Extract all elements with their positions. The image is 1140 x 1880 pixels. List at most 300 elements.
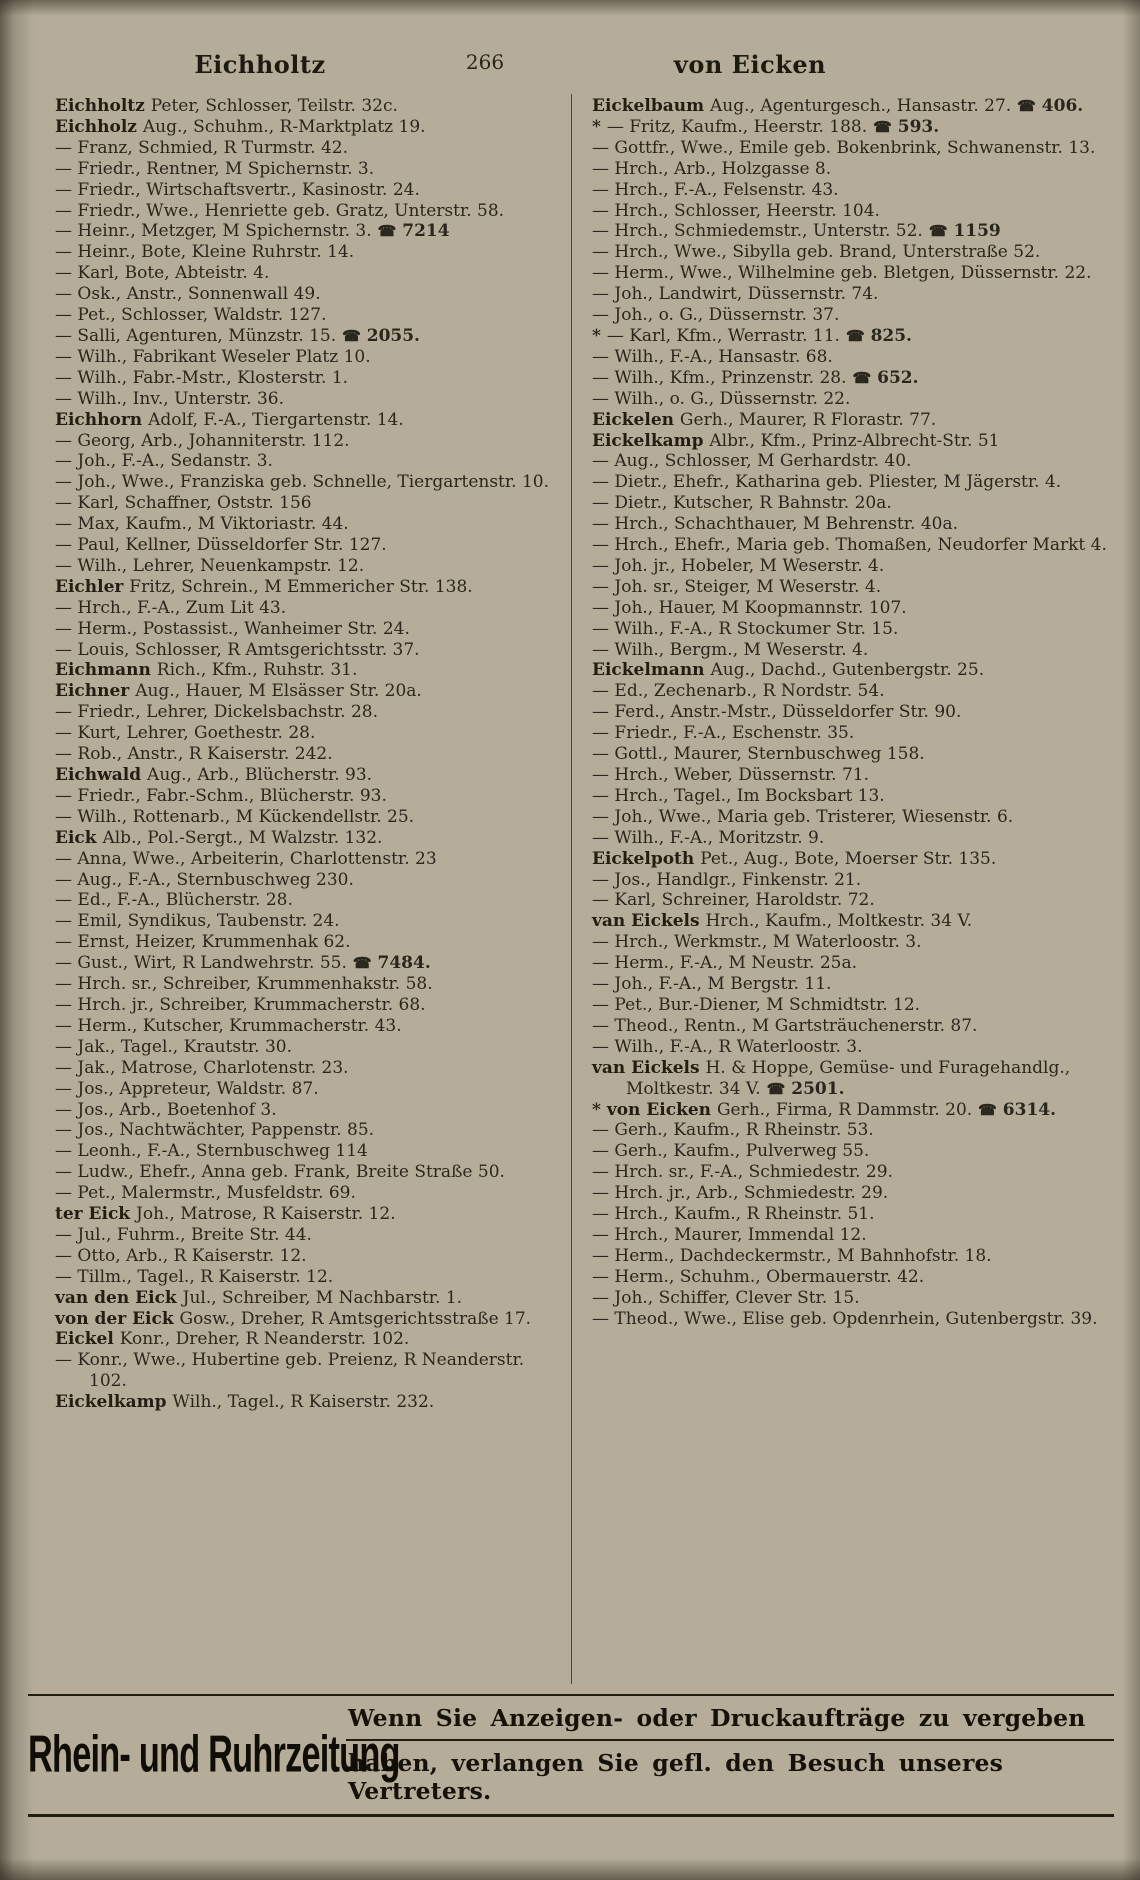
entry-text: Hrch., Werkmstr., M Waterloostr. 3.	[614, 932, 922, 953]
entry-text: Karl, Kfm., Werrastr. 11.	[629, 325, 840, 346]
surname: van Eickels	[592, 911, 706, 932]
directory-entry	[592, 326, 1108, 347]
ditto-dash: —	[55, 618, 78, 639]
directory-entry	[592, 702, 1108, 723]
entry-text: Hrch., Schlosser, Heerstr. 104.	[614, 200, 880, 221]
directory-entry	[592, 953, 1108, 974]
phone-number: 1159	[953, 221, 1001, 242]
entry-text: Ludw., Ehefr., Anna geb. Frank, Breite Straße 50.	[77, 1162, 505, 1183]
directory-entry	[592, 410, 1108, 431]
directory-entry	[55, 870, 555, 891]
entry-text: Gust., Wirt, R Landwehrstr. 55.	[77, 953, 347, 974]
entry-text: Rob., Anstr., R Kaiserstr. 242.	[77, 744, 333, 765]
directory-entry	[592, 828, 1108, 849]
entry-text: Heinr., Bote, Kleine Ruhrstr. 14.	[77, 242, 355, 263]
entry-text: Louis, Schlosser, R Amtsgerichtsstr. 37.	[77, 639, 420, 660]
directory-entry	[592, 870, 1108, 891]
entry-text: Hrch., Tagel., Im Bocksbart 13.	[614, 785, 885, 806]
directory-entry	[55, 828, 555, 849]
ditto-dash: —	[592, 890, 615, 911]
surname: Eichmann	[55, 660, 157, 681]
phone-icon: ☎	[845, 326, 865, 345]
ditto-dash: —	[592, 158, 615, 179]
directory-entry	[592, 1162, 1108, 1183]
directory-entry	[55, 1058, 555, 1079]
directory-entry	[55, 96, 555, 117]
surname: ter Eick	[55, 1204, 137, 1225]
entry-text: Jos., Handlgr., Finkenstr. 21.	[614, 869, 862, 890]
ditto-dash: —	[592, 576, 615, 597]
directory-entry	[55, 159, 555, 180]
directory-entry	[592, 1100, 1108, 1121]
directory-entry	[55, 535, 555, 556]
directory-entry	[592, 681, 1108, 702]
advert-star: *	[592, 116, 607, 137]
entry-text: Georg, Arb., Johanniterstr. 112.	[77, 430, 350, 451]
ditto-dash: —	[55, 1099, 78, 1120]
surname: Eickelmann	[592, 660, 711, 681]
ditto-dash: —	[592, 1266, 615, 1287]
ditto-dash: —	[592, 639, 615, 660]
phone-number: 406.	[1041, 96, 1084, 116]
entry-text: Hrch., Ehefr., Maria geb. Thomaßen, Neudorfer Markt 4.	[614, 535, 1107, 556]
ditto-dash: —	[55, 451, 78, 472]
directory-entry	[55, 410, 555, 431]
ditto-dash: —	[55, 472, 78, 493]
ditto-dash: —	[592, 953, 615, 974]
column-left	[55, 96, 555, 1413]
directory-entry	[55, 1037, 555, 1058]
entry-text: Wilh., Lehrer, Neuenkampstr. 12.	[77, 555, 365, 576]
phone-group	[767, 1079, 845, 1099]
entry-text: Anna, Wwe., Arbeiterin, Charlottenstr. 23	[77, 848, 437, 869]
phone-number: 652.	[877, 367, 919, 388]
directory-entry	[55, 180, 555, 201]
directory-entry	[55, 242, 555, 263]
entry-text: Hrch., F.-A., Zum Lit 43.	[77, 597, 287, 618]
directory-entry	[592, 1141, 1108, 1162]
ditto-dash: —	[55, 1224, 78, 1245]
ditto-dash: —	[55, 555, 78, 576]
entry-text: Salli, Agenturen, Münzstr. 15.	[77, 325, 337, 346]
entry-text: Peter, Schlosser, Teilstr. 32c.	[150, 96, 398, 116]
directory-entry	[55, 1141, 555, 1162]
ditto-dash: —	[55, 158, 78, 179]
ditto-dash: —	[592, 472, 615, 493]
directory-entry	[592, 96, 1108, 117]
directory-entry	[55, 953, 555, 974]
entry-text: Pet., Aug., Bote, Moerser Str. 135.	[700, 848, 997, 869]
entry-text: Hrch., Kaufm., R Rheinstr. 51.	[614, 1204, 875, 1225]
entry-text: Konr., Wwe., Hubertine geb. Preienz, R Neanderstr. 102.	[77, 1350, 525, 1392]
ditto-dash: —	[55, 346, 78, 367]
ditto-dash: —	[55, 869, 78, 890]
directory-entry	[592, 1058, 1108, 1100]
directory-entry	[55, 744, 555, 765]
ditto-dash: —	[55, 785, 78, 806]
directory-entry	[592, 535, 1108, 556]
entry-text: Hrch., Maurer, Immendal 12.	[614, 1224, 867, 1245]
phone-icon: ☎	[377, 222, 397, 241]
ditto-dash: —	[55, 994, 78, 1015]
ditto-dash: —	[55, 284, 78, 305]
entry-text: Emil, Syndikus, Taubenstr. 24.	[77, 911, 340, 932]
phone-group	[378, 221, 450, 241]
directory-entry	[55, 389, 555, 410]
directory-entry	[592, 1037, 1108, 1058]
entry-text: Hrch. jr., Schreiber, Krummacherstr. 68.	[77, 994, 426, 1015]
entry-text: Wilh., Fabr.-Mstr., Klosterstr. 1.	[77, 367, 349, 388]
entry-text: Aug., Schuhm., R-Marktplatz 19.	[142, 116, 426, 137]
directory-entry	[55, 911, 555, 932]
directory-entry	[592, 995, 1108, 1016]
directory-entry	[55, 995, 555, 1016]
ditto-dash: —	[55, 974, 78, 995]
entry-text: Aug., Hauer, M Elsässer Str. 20a.	[135, 681, 422, 702]
directory-entry	[592, 598, 1108, 619]
directory-entry	[592, 1309, 1108, 1330]
phone-icon: ☎	[1017, 97, 1036, 115]
directory-entry	[592, 347, 1108, 368]
ditto-dash: —	[592, 1245, 615, 1266]
phone-group	[1017, 96, 1083, 116]
directory-entry	[55, 326, 555, 347]
ditto-dash: —	[592, 702, 615, 723]
ditto-dash: —	[592, 932, 615, 953]
entry-text: Gerh., Maurer, R Florastr. 77.	[679, 409, 937, 430]
directory-entry	[592, 159, 1108, 180]
directory-entry	[592, 556, 1108, 577]
directory-entry	[55, 1329, 555, 1350]
entry-text: Hrch., F.-A., Felsenstr. 43.	[614, 179, 839, 200]
newspaper-brand: Rhein- und Ruhrzeitung	[28, 1725, 400, 1784]
directory-entry	[55, 472, 555, 493]
entry-text: Adolf, F.-A., Tiergartenstr. 14.	[148, 409, 404, 430]
entry-text: Joh. sr., Steiger, M Weserstr. 4.	[614, 576, 882, 597]
surname: Eichler	[55, 576, 130, 597]
entry-text: Ed., F.-A., Blücherstr. 28.	[77, 890, 293, 911]
surname: Eickelen	[592, 409, 680, 430]
phone-number: 593.	[897, 116, 940, 137]
ad-line-2: haben, verlangen Sie gefl. den Besuch unseres Vertreters.	[348, 1749, 1004, 1805]
entry-text: Konr., Dreher, R Neanderstr. 102.	[119, 1329, 410, 1350]
entry-text: Karl, Schaffner, Oststr. 156	[77, 493, 312, 514]
directory-entry	[592, 451, 1108, 472]
directory-entry	[55, 681, 555, 702]
ditto-dash: —	[592, 618, 615, 639]
entry-text: Friedr., Wirtschaftsvertr., Kasinostr. 24.	[77, 179, 420, 200]
phone-group	[873, 117, 939, 137]
entry-text: Jos., Nachtwächter, Pappenstr. 85.	[77, 1120, 375, 1141]
directory-entry	[55, 368, 555, 389]
ditto-dash: —	[592, 869, 615, 890]
directory-entry	[592, 786, 1108, 807]
surname: Eickelkamp	[55, 1392, 173, 1413]
ditto-dash: —	[55, 367, 78, 388]
directory-entry	[55, 598, 555, 619]
ditto-dash: —	[55, 263, 78, 284]
entry-text: Joh., F.-A., M Bergstr. 11.	[614, 974, 832, 995]
entry-text: Wilh., F.-A., Moritzstr. 9.	[614, 827, 825, 848]
entry-text: Leonh., F.-A., Sternbuschweg 114	[77, 1141, 368, 1162]
directory-entry	[55, 1309, 555, 1330]
surname: van Eickels	[592, 1057, 706, 1078]
directory-entry	[55, 1162, 555, 1183]
entry-text: Aug., Schlosser, M Gerhardstr. 40.	[614, 451, 912, 472]
directory-entry	[55, 1350, 555, 1392]
entry-text: Otto, Arb., R Kaiserstr. 12.	[77, 1245, 307, 1266]
directory-entry	[55, 1079, 555, 1100]
directory-entry	[55, 577, 555, 598]
entry-text: Gerh., Firma, R Dammstr. 20.	[716, 1099, 973, 1120]
ditto-dash: —	[55, 430, 78, 451]
advert-star: *	[592, 325, 607, 346]
entry-text: Herm., Dachdeckermstr., M Bahnhofstr. 18.	[614, 1245, 992, 1266]
ditto-dash: —	[55, 388, 78, 409]
directory-entry	[592, 389, 1108, 410]
ditto-dash: —	[592, 221, 615, 242]
directory-entry	[592, 619, 1108, 640]
ditto-dash: —	[592, 305, 615, 326]
surname: Eickel	[55, 1329, 120, 1350]
directory-entry	[592, 138, 1108, 159]
ditto-dash: —	[592, 827, 615, 848]
entry-text: Jos., Arb., Boetenhof 3.	[77, 1099, 277, 1120]
entry-text: Pet., Malermstr., Musfeldstr. 69.	[77, 1183, 356, 1204]
entry-text: Joh., Wwe., Franziska geb. Schnelle, Tiergartenstr. 10.	[77, 472, 549, 493]
entry-text: Wilh., Tagel., R Kaiserstr. 232.	[172, 1392, 435, 1413]
ditto-dash: —	[592, 367, 615, 388]
footer-inner	[28, 1696, 1114, 1814]
entry-text: Alb., Pol.-Sergt., M Walzstr. 132.	[102, 827, 383, 848]
entry-text: Franz, Schmied, R Turmstr. 42.	[77, 137, 348, 158]
ditto-dash: —	[606, 325, 630, 346]
surname: Eickelkamp	[592, 430, 710, 451]
surname: Eick	[55, 827, 103, 848]
ditto-dash: —	[55, 514, 78, 535]
directory-entry	[592, 1246, 1108, 1267]
entry-text: Aug., Dachd., Gutenbergstr. 25.	[710, 660, 985, 681]
directory-entry	[55, 890, 555, 911]
ditto-dash: —	[606, 116, 630, 137]
phone-number: 825.	[870, 325, 912, 346]
directory-entry	[55, 702, 555, 723]
directory-entry	[55, 932, 555, 953]
ditto-dash: —	[592, 1015, 615, 1036]
phone-number: 2501.	[791, 1078, 845, 1099]
directory-entry	[55, 284, 555, 305]
entry-text: Gosw., Dreher, R Amtsgerichtsstraße 17.	[179, 1308, 532, 1329]
surname: von Eicken	[606, 1099, 717, 1120]
ad-line-1: Wenn Sie Anzeigen- oder Druckaufträge zu vergeben	[346, 1696, 1114, 1741]
entry-text: Joh., Matrose, R Kaiserstr. 12.	[136, 1204, 396, 1225]
entry-text: Jak., Tagel., Krautstr. 30.	[77, 1036, 293, 1057]
entry-text: Joh., F.-A., Sedanstr. 3.	[77, 451, 273, 472]
entry-text: Jak., Matrose, Charlotenstr. 23.	[77, 1057, 349, 1078]
ad-text-block	[346, 1696, 1114, 1814]
ditto-dash: —	[592, 1308, 615, 1329]
ditto-dash: —	[55, 1036, 78, 1057]
header-left-title: Eichholtz	[194, 50, 326, 79]
entry-text: Friedr., Lehrer, Dickelsbachstr. 28.	[77, 702, 378, 723]
directory-entry	[592, 1120, 1108, 1141]
entry-text: Osk., Anstr., Sonnenwall 49.	[77, 284, 321, 305]
directory-entry	[592, 305, 1108, 326]
directory-entry	[592, 201, 1108, 222]
directory-entry	[592, 807, 1108, 828]
directory-entry	[55, 1183, 555, 1204]
directory-entry	[592, 180, 1108, 201]
entry-text: Aug., Agenturgesch., Hansastr. 27.	[710, 96, 1012, 116]
directory-entry	[55, 221, 555, 242]
entry-text: Gerh., Kaufm., R Rheinstr. 53.	[614, 1120, 874, 1141]
ditto-dash: —	[592, 1224, 615, 1245]
ditto-dash: —	[55, 1245, 78, 1266]
directory-entry	[55, 1225, 555, 1246]
entry-text: H. & Hoppe, Gemüse- und Furagehandlg., Moltkestr. 34 V.	[626, 1057, 1071, 1099]
directory-entry	[55, 640, 555, 661]
ditto-dash: —	[55, 806, 78, 827]
directory-entry	[55, 201, 555, 222]
directory-entry	[55, 974, 555, 995]
entry-text: Pet., Schlosser, Waldstr. 127.	[77, 305, 327, 326]
ditto-dash: —	[592, 555, 615, 576]
page-number: 266	[465, 50, 505, 74]
entry-text: Hrch., Schmiedemstr., Unterstr. 52.	[614, 221, 923, 242]
page-header	[0, 50, 1140, 80]
entry-text: Wilh., Fabrikant Weseler Platz 10.	[77, 346, 371, 367]
entry-text: Joh., Hauer, M Koopmannstr. 107.	[614, 597, 907, 618]
ditto-dash: —	[55, 1078, 78, 1099]
phone-icon: ☎	[342, 326, 361, 345]
entry-text: Wilh., F.-A., Hansastr. 68.	[614, 346, 833, 367]
ditto-dash: —	[55, 1015, 78, 1036]
entry-text: Hrch., Wwe., Sibylla geb. Brand, Unterstraße 52.	[614, 242, 1041, 263]
entry-text: Hrch. sr., Schreiber, Krummenhakstr. 58.	[77, 974, 433, 995]
ditto-dash: —	[592, 681, 615, 702]
directory-entry	[592, 1288, 1108, 1309]
entry-text: Gottl., Maurer, Sternbuschweg 158.	[614, 744, 925, 765]
entry-text: Wilh., Kfm., Prinzenstr. 28.	[614, 367, 847, 388]
ditto-dash: —	[55, 221, 78, 242]
entry-text: Joh., o. G., Düssernstr. 37.	[614, 305, 840, 326]
directory-entry	[592, 368, 1108, 389]
directory-entry	[55, 765, 555, 786]
directory-entry	[55, 849, 555, 870]
surname: Eichholz	[55, 116, 143, 137]
phone-number: 7214	[402, 221, 450, 242]
surname: von der Eick	[55, 1308, 180, 1329]
entry-text: Joh., Wwe., Maria geb. Tristerer, Wiesenstr. 6.	[614, 806, 1014, 827]
entry-text: Albr., Kfm., Prinz-Albrecht-Str. 51	[709, 430, 1000, 451]
directory-entry	[55, 117, 555, 138]
entry-text: Aug., Arb., Blücherstr. 93.	[147, 765, 373, 785]
directory-entry	[592, 577, 1108, 598]
entry-text: Max, Kaufm., M Viktoriastr. 44.	[77, 514, 349, 535]
ditto-dash: —	[592, 1183, 615, 1204]
phone-icon: ☎	[852, 368, 872, 387]
directory-entry	[592, 765, 1108, 786]
directory-entry	[55, 493, 555, 514]
entry-text: Wilh., F.-A., R Stockumer Str. 15.	[614, 618, 899, 639]
entry-text: Joh., Landwirt, Düssernstr. 74.	[614, 284, 879, 305]
entry-text: Ernst, Heizer, Krummenhak 62.	[77, 932, 351, 953]
ditto-dash: —	[592, 284, 615, 305]
ditto-dash: —	[55, 639, 78, 660]
ditto-dash: —	[55, 242, 78, 263]
directory-entry	[55, 723, 555, 744]
directory-entry	[592, 660, 1108, 681]
ditto-dash: —	[592, 200, 615, 221]
entry-text: Wilh., F.-A., R Waterloostr. 3.	[614, 1036, 863, 1057]
entry-text: Heinr., Metzger, M Spichernstr. 3.	[77, 221, 372, 242]
entry-text: Karl, Bote, Abteistr. 4.	[77, 263, 270, 284]
ditto-dash: —	[55, 932, 78, 953]
ditto-dash: —	[55, 953, 78, 974]
ditto-dash: —	[592, 994, 615, 1015]
advert-star: *	[592, 1099, 607, 1120]
directory-entry	[592, 514, 1108, 535]
ditto-dash: —	[55, 723, 78, 744]
entry-text: Paul, Kellner, Düsseldorfer Str. 127.	[77, 535, 387, 556]
directory-entry	[592, 1225, 1108, 1246]
directory-entry	[55, 1246, 555, 1267]
directory-entry	[592, 263, 1108, 284]
directory-entry	[55, 1120, 555, 1141]
ditto-dash: —	[55, 1183, 78, 1204]
ditto-dash: —	[55, 848, 78, 869]
directory-entry	[55, 786, 555, 807]
entry-text: Friedr., Fabr.-Schm., Blücherstr. 93.	[77, 785, 387, 806]
directory-entry	[592, 117, 1108, 138]
entry-text: Hrch., Schachthauer, M Behrenstr. 40a.	[614, 514, 958, 535]
ditto-dash: —	[592, 179, 615, 200]
entry-text: Wilh., Inv., Unterstr. 36.	[77, 388, 285, 409]
entry-text: Theod., Wwe., Elise geb. Opdenrhein, Gutenbergstr. 39.	[614, 1308, 1098, 1329]
entry-text: Hrch., Arb., Holzgasse 8.	[614, 158, 832, 179]
directory-entry	[55, 556, 555, 577]
entry-text: Dietr., Ehefr., Katharina geb. Pliester, M Jägerstr. 4.	[614, 472, 1062, 493]
ditto-dash: —	[592, 1120, 615, 1141]
entry-text: Friedr., F.-A., Eschenstr. 35.	[614, 723, 855, 744]
directory-entry	[55, 138, 555, 159]
entry-text: Tillm., Tagel., R Kaiserstr. 12.	[77, 1266, 334, 1287]
directory-entry	[55, 1204, 555, 1225]
phone-group	[353, 953, 431, 973]
ditto-dash: —	[592, 806, 615, 827]
surname: Eichholtz	[55, 96, 151, 116]
phone-group	[853, 368, 919, 388]
phone-group	[978, 1100, 1056, 1120]
directory-entry	[592, 890, 1108, 911]
directory-entry	[592, 974, 1108, 995]
ditto-dash: —	[55, 1057, 78, 1078]
ditto-dash: —	[55, 200, 78, 221]
entry-text: Friedr., Rentner, M Spichernstr. 3.	[77, 158, 375, 179]
directory-entry	[55, 263, 555, 284]
directory-entry	[55, 807, 555, 828]
surname: Eichner	[55, 681, 136, 702]
entry-text: Gerh., Kaufm., Pulverweg 55.	[614, 1141, 870, 1162]
directory-entry	[592, 932, 1108, 953]
phone-group	[342, 326, 420, 346]
entry-text: Herm., Kutscher, Krummacherstr. 43.	[77, 1015, 402, 1036]
ditto-dash: —	[55, 1350, 78, 1371]
entry-text: Hrch. sr., F.-A., Schmiedestr. 29.	[614, 1162, 893, 1183]
directory-entry	[592, 723, 1108, 744]
directory-entry	[592, 640, 1108, 661]
ditto-dash: —	[55, 1162, 78, 1183]
